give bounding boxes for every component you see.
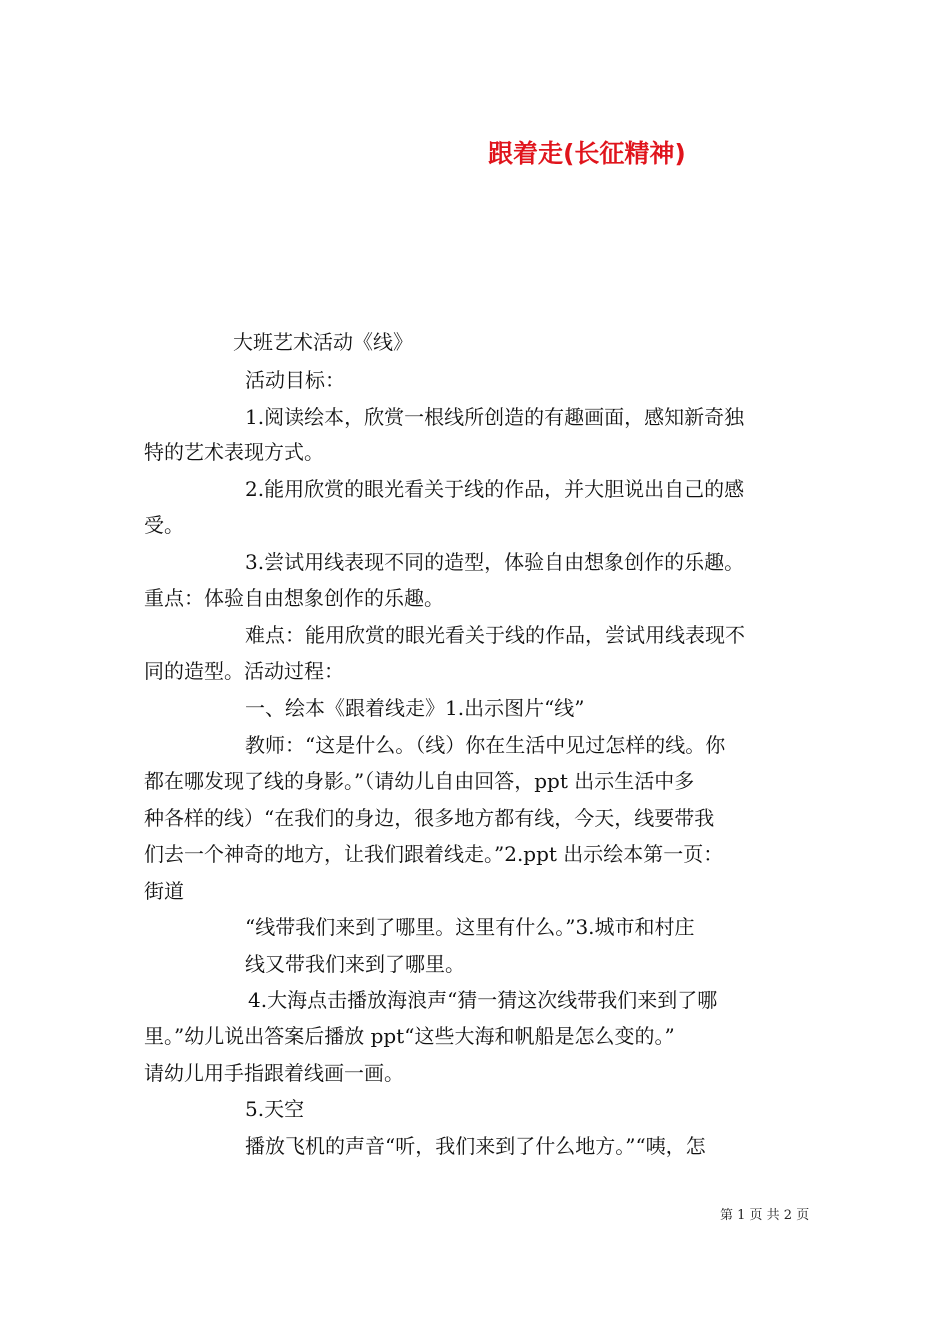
text-line: 里。”幼儿说出答案后播放 ppt“这些大海和帆船是怎么变的。” [144, 1024, 675, 1048]
text-line: 活动目标： [245, 368, 345, 392]
text-line: 2.能用欣赏的眼光看关于线的作品，并大胆说出自己的感 [245, 477, 745, 501]
text-line: 受。 [144, 513, 184, 537]
text-line: 播放飞机的声音“听，我们来到了什么地方。”“咦，怎 [245, 1134, 706, 1158]
text-line: 街道 [144, 879, 184, 903]
document-title: 跟着走(长征精神) [488, 139, 686, 168]
text-line: 难点：能用欣赏的眼光看关于线的作品，尝试用线表现不 [245, 623, 745, 647]
text-line: 都在哪发现了线的身影。”（请幼儿自由回答，ppt 出示生活中多 [144, 769, 695, 793]
text-line: 一、绘本《跟着线走》1.出示图片“线” [245, 696, 585, 720]
text-line: 5.天空 [245, 1097, 305, 1121]
text-line: 重点：体验自由想象创作的乐趣。 [144, 586, 444, 610]
text-line: 同的造型。活动过程： [144, 659, 344, 683]
text-line: 们去一个神奇的地方，让我们跟着线走。”2.ppt 出示绘本第一页： [144, 842, 724, 866]
text-line: 教师：“这是什么。（线）你在生活中见过怎样的线。你 [245, 733, 726, 757]
text-line: 请幼儿用手指跟着线画一画。 [144, 1061, 404, 1085]
text-line: 3.尝试用线表现不同的造型，体验自由想象创作的乐趣。 [245, 550, 745, 574]
text-line: 线又带我们来到了哪里。 [245, 952, 465, 976]
text-line: “线带我们来到了哪里。这里有什么。”3.城市和村庄 [245, 915, 695, 939]
text-line: 4.大海点击播放海浪声“猜一猜这次线带我们来到了哪 [248, 988, 718, 1012]
text-line: 种各样的线）“在我们的身边，很多地方都有线，今天，线要带我 [144, 806, 715, 830]
page-number: 第 1 页 共 2 页 [720, 1208, 810, 1223]
text-line: 1.阅读绘本，欣赏一根线所创造的有趣画面，感知新奇独 [245, 405, 745, 429]
text-line: 特的艺术表现方式。 [144, 440, 324, 464]
text-line: 大班艺术活动《线》 [233, 330, 413, 354]
